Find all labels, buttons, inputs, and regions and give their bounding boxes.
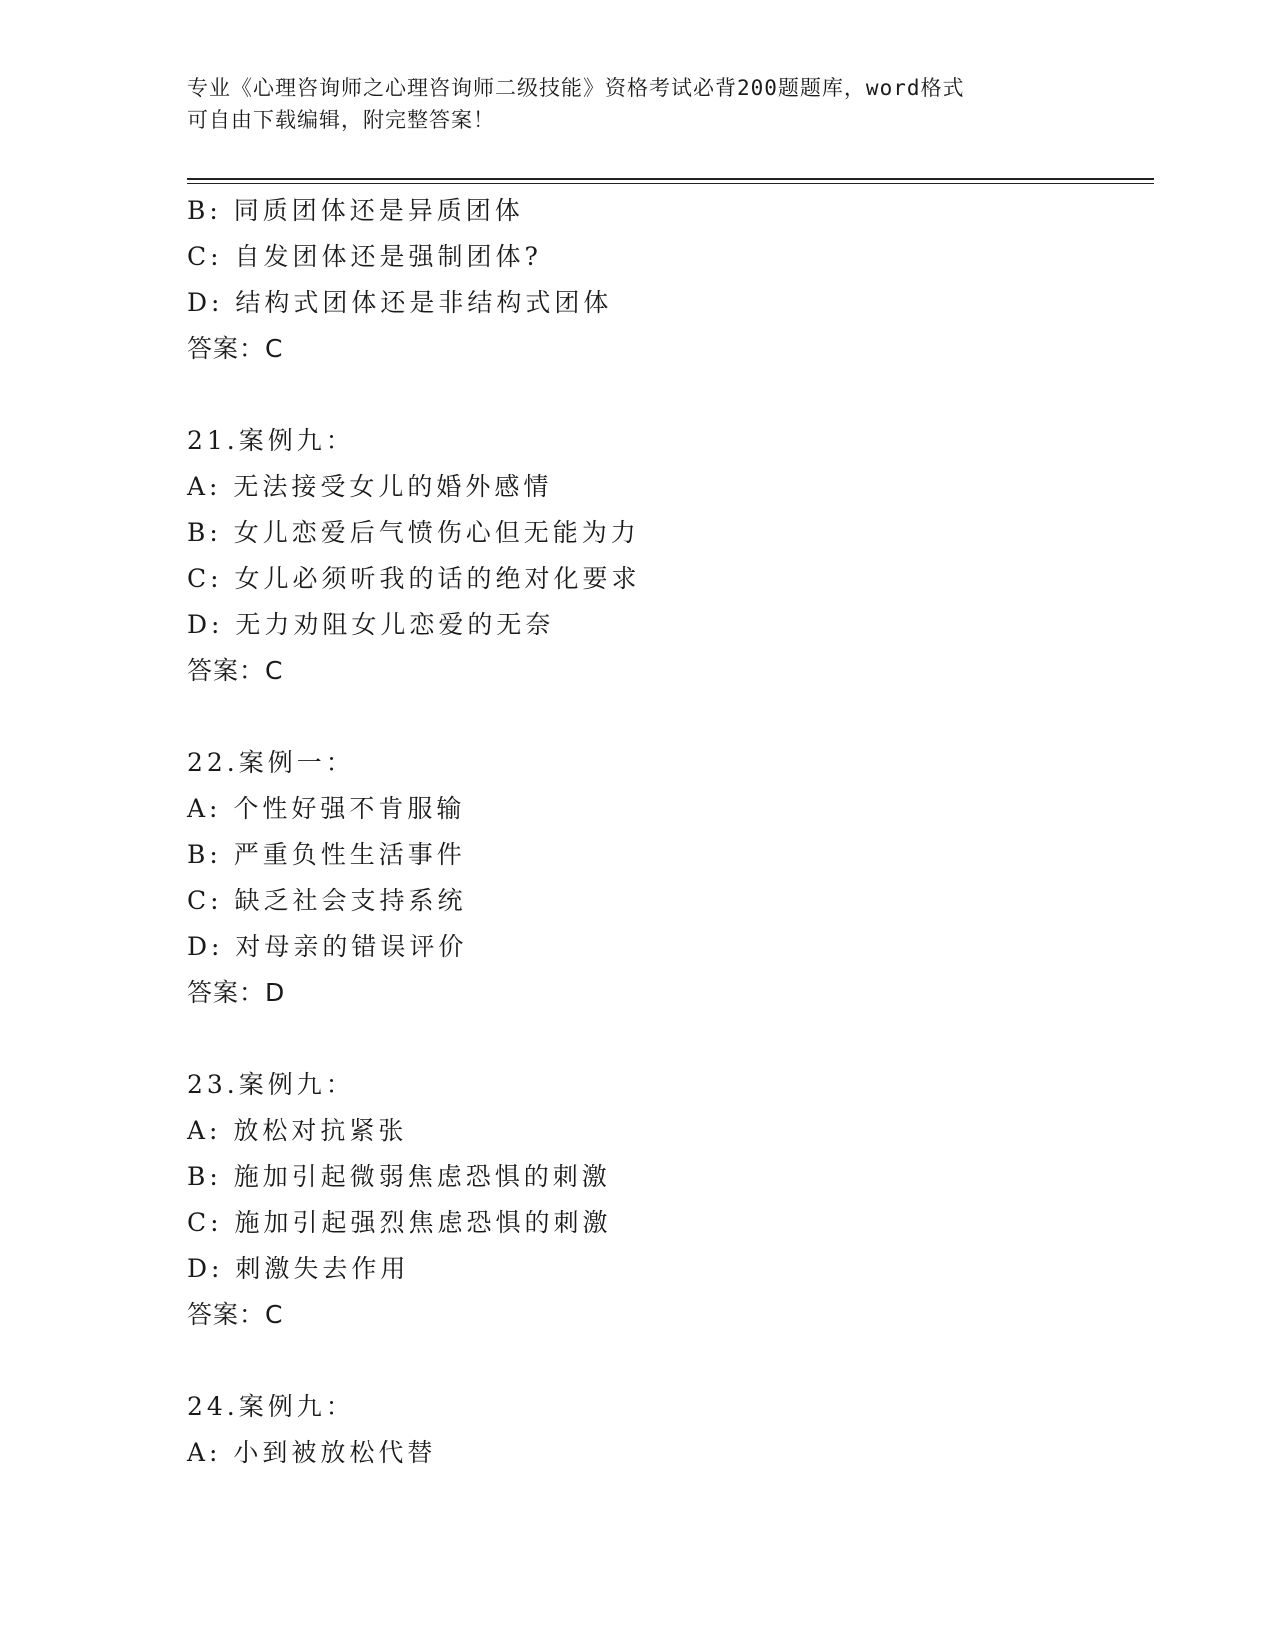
question-block-22 xyxy=(187,740,1147,1016)
answer-line: 答案：C xyxy=(187,1300,284,1329)
header-line-2: 可自由下载编辑，附完整答案！ xyxy=(187,108,495,132)
option-a: A: 小到被放松代替 xyxy=(187,1438,437,1467)
option-d: D: 无力劝阻女儿恋爱的无奈 xyxy=(187,610,555,639)
answer-line: 答案：C xyxy=(187,334,284,363)
answer-line: 答案：D xyxy=(187,978,286,1007)
option-b: B: 严重负性生活事件 xyxy=(187,840,466,869)
question-block-24 xyxy=(187,1384,1147,1476)
header-rule-thin xyxy=(187,183,1154,184)
option-c: C: 自发团体还是强制团体? xyxy=(187,242,542,271)
option-a: A: 无法接受女儿的婚外感情 xyxy=(187,472,553,501)
document-body xyxy=(187,188,1147,1476)
option-a: A: 放松对抗紧张 xyxy=(187,1116,408,1145)
document-header xyxy=(187,72,1067,136)
question-block-21 xyxy=(187,418,1147,694)
spacer xyxy=(187,1016,1147,1062)
question-title: 24.案例九： xyxy=(187,1392,355,1421)
option-d: D: 刺激失去作用 xyxy=(187,1254,410,1283)
spacer xyxy=(187,372,1147,418)
option-c: C: 缺乏社会支持系统 xyxy=(187,886,467,915)
question-title: 23.案例九： xyxy=(187,1070,355,1099)
option-b: B: 施加引起微弱焦虑恐惧的刺激 xyxy=(187,1162,611,1191)
option-b: B: 女儿恋爱后气愤伤心但无能为力 xyxy=(187,518,640,547)
question-block-20 xyxy=(187,188,1147,372)
header-line-1: 专业《心理咨询师之心理咨询师二级技能》资格考试必背200题题库，word格式 xyxy=(187,76,965,100)
option-d: D: 结构式团体还是非结构式团体 xyxy=(187,288,613,317)
question-title: 21.案例九： xyxy=(187,426,355,455)
question-title: 22.案例一： xyxy=(187,748,355,777)
option-a: A: 个性好强不肯服输 xyxy=(187,794,466,823)
option-c: C: 施加引起强烈焦虑恐惧的刺激 xyxy=(187,1208,612,1237)
answer-line: 答案：C xyxy=(187,656,284,685)
header-rule-thick xyxy=(187,178,1154,180)
spacer xyxy=(187,1338,1147,1384)
option-b: B: 同质团体还是异质团体 xyxy=(187,196,524,225)
spacer xyxy=(187,694,1147,740)
option-d: D: 对母亲的错误评价 xyxy=(187,932,468,961)
option-c: C: 女儿必须听我的话的绝对化要求 xyxy=(187,564,641,593)
question-block-23 xyxy=(187,1062,1147,1338)
